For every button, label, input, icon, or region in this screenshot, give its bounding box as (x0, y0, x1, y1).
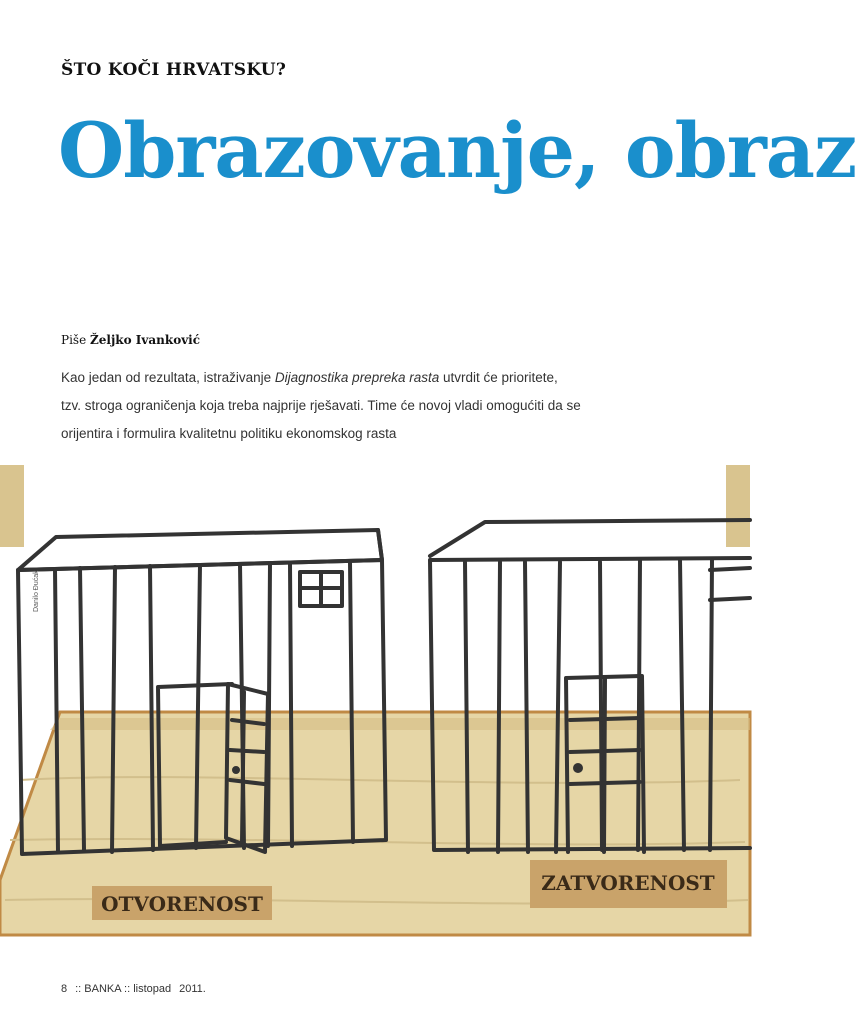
article-headline: Obrazovanje, obraz (58, 106, 856, 195)
page-folio (61, 983, 214, 995)
lead-part1: Kao jedan od rezultata, istraživanje (61, 370, 275, 385)
lead-emphasis: Dijagnostika prepreka rasta (274, 370, 440, 385)
sign-right-text: ZATVORENOST (541, 871, 715, 895)
sign-left-text: OTVORENOST (101, 892, 263, 916)
folio-year: 2011. (179, 983, 206, 995)
two-rooms-illustration (0, 480, 750, 960)
section-kicker: ŠTO KOČI HRVATSKU? (61, 60, 287, 80)
lead-part2: utvrdit će prioritete, tzv. stroga ograničenja koja treba najprije rješavati. Time će novoj vladi omogućiti da se orijentira i formulira kvalitetnu politiku ekonomskog rasta (61, 370, 581, 441)
folio-publication: :: BANKA :: listopad (75, 983, 172, 995)
article-lead (61, 364, 581, 448)
byline (61, 333, 200, 347)
byline-prefix: Piše (61, 333, 87, 347)
byline-author: Željko Ivanković (90, 333, 201, 347)
illustration-credit: Danilo Đućak (33, 570, 40, 612)
folio-page: 8 (61, 983, 68, 995)
